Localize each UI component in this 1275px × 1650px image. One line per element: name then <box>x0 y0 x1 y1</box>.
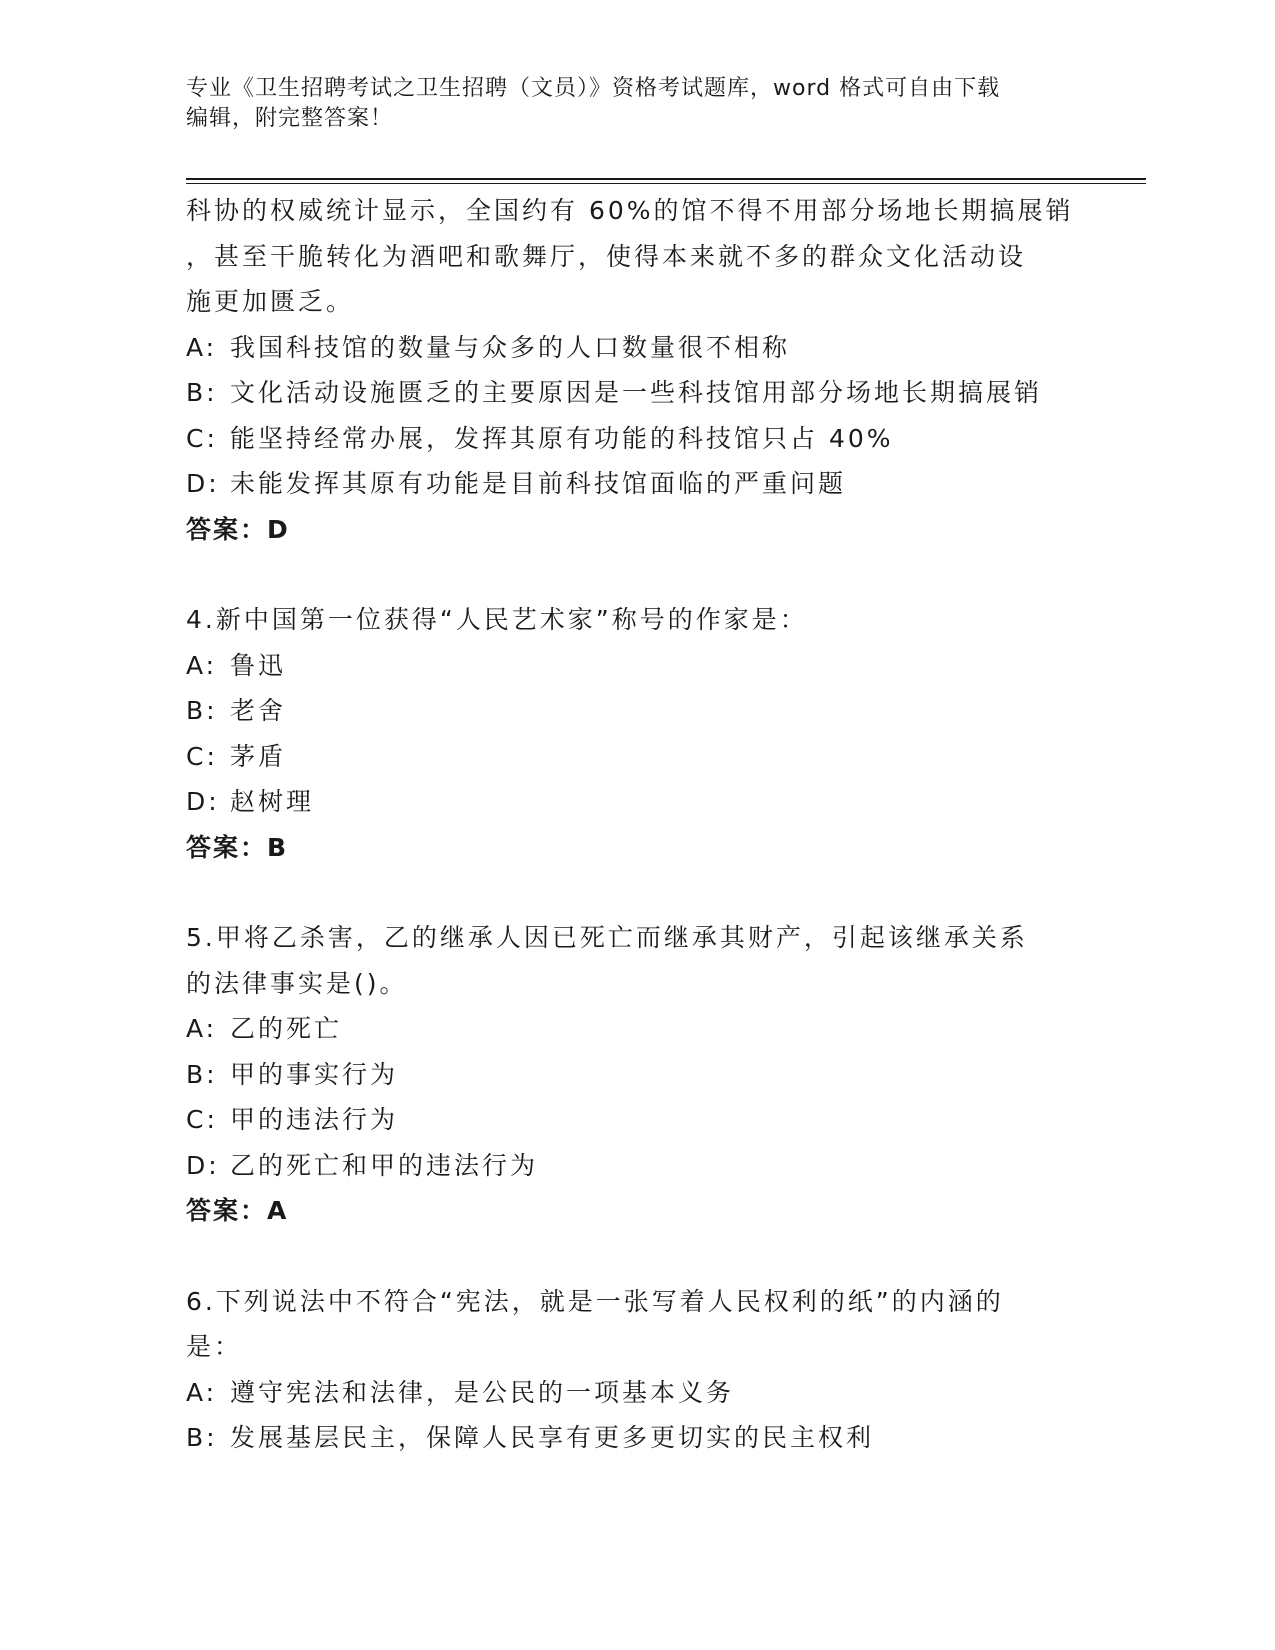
header-divider-thick <box>186 178 1146 180</box>
question-stem-line: 施更加匮乏。 <box>186 287 355 316</box>
option-b <box>186 1415 1086 1461</box>
option-text: 乙的死亡 <box>230 1014 343 1043</box>
option-text: 甲的事实行为 <box>230 1059 399 1089</box>
option-key: D: <box>186 469 220 498</box>
option-key: B: <box>186 1059 218 1089</box>
option-key: C: <box>186 741 218 771</box>
option-text: 能坚持经常办展，发挥其原有功能的科技馆只占 40% <box>230 423 894 453</box>
option-key: B: <box>186 378 218 407</box>
option-a <box>186 1370 1086 1416</box>
option-text: 茅盾 <box>230 741 287 771</box>
option-d <box>186 461 1086 507</box>
option-text: 文化活动设施匮乏的主要原因是一些科技馆用部分场地长期搞展销 <box>230 378 1043 407</box>
option-text: 遵守宪法和法律，是公民的一项基本义务 <box>230 1377 735 1407</box>
question-stem-line: 科协的权威统计显示，全国约有 60%的馆不得不用部分场地长期搞展销 <box>186 196 1074 225</box>
option-key: C: <box>186 1105 218 1134</box>
question-4 <box>186 597 1086 870</box>
option-text: 未能发挥其原有功能是目前科技馆面临的严重问题 <box>230 469 847 498</box>
option-c <box>186 734 1086 780</box>
question-stem-line: 6.下列说法中不符合“宪法，就是一张写着人民权利的纸”的内涵的 <box>186 1286 1004 1316</box>
option-key: A: <box>186 332 218 362</box>
option-key: D: <box>186 787 220 816</box>
option-key: B: <box>186 1423 218 1452</box>
question-stem-line: 是： <box>186 1332 243 1361</box>
option-key: B: <box>186 696 218 725</box>
question-list <box>186 188 1086 1461</box>
header-line-1: 专业《卫生招聘考试之卫生招聘（文员）》资格考试题库，word 格式可自由下载 <box>186 76 1001 101</box>
option-text: 赵树理 <box>230 787 315 816</box>
question-6 <box>186 1279 1086 1461</box>
spacer <box>186 870 1086 915</box>
spacer <box>186 552 1086 597</box>
option-c <box>186 416 1086 462</box>
option-key: A: <box>186 1377 218 1407</box>
option-a <box>186 325 1086 371</box>
option-a <box>186 643 1086 689</box>
question-stem-line: 5.甲将乙杀害，乙的继承人因已死亡而继承其财产，引起该继承关系 <box>186 923 1028 952</box>
answer-line: 答案：D <box>186 514 290 544</box>
option-text: 甲的违法行为 <box>230 1105 399 1134</box>
option-b <box>186 370 1086 416</box>
option-b <box>186 688 1086 734</box>
option-text: 发展基层民主，保障人民享有更多更切实的民主权利 <box>230 1423 875 1452</box>
question-stem-line: 4.新中国第一位获得“人民艺术家”称号的作家是： <box>186 605 808 634</box>
option-key: A: <box>186 650 218 680</box>
header-divider-thin <box>186 183 1146 184</box>
option-key: C: <box>186 423 218 453</box>
option-text: 我国科技馆的数量与众多的人口数量很不相称 <box>230 332 791 362</box>
question-5 <box>186 915 1086 1234</box>
spacer <box>186 1234 1086 1279</box>
question-3 <box>186 188 1086 552</box>
option-b <box>186 1052 1086 1098</box>
option-d <box>186 1143 1086 1189</box>
answer-line: 答案：A <box>186 1196 289 1225</box>
option-key: D: <box>186 1150 220 1180</box>
option-key: A: <box>186 1014 218 1043</box>
option-text: 老舍 <box>230 696 287 725</box>
option-d <box>186 779 1086 825</box>
option-a <box>186 1006 1086 1052</box>
option-text: 乙的死亡和甲的违法行为 <box>230 1150 539 1180</box>
document-header <box>186 74 1086 134</box>
answer-line: 答案：B <box>186 832 289 862</box>
option-text: 鲁迅 <box>230 650 287 680</box>
question-stem-line: 的法律事实是()。 <box>186 968 408 998</box>
question-stem-line: ，甚至干脆转化为酒吧和歌舞厅，使得本来就不多的群众文化活动设 <box>186 241 1027 271</box>
option-c <box>186 1097 1086 1143</box>
header-line-2: 编辑，附完整答案！ <box>186 106 394 131</box>
